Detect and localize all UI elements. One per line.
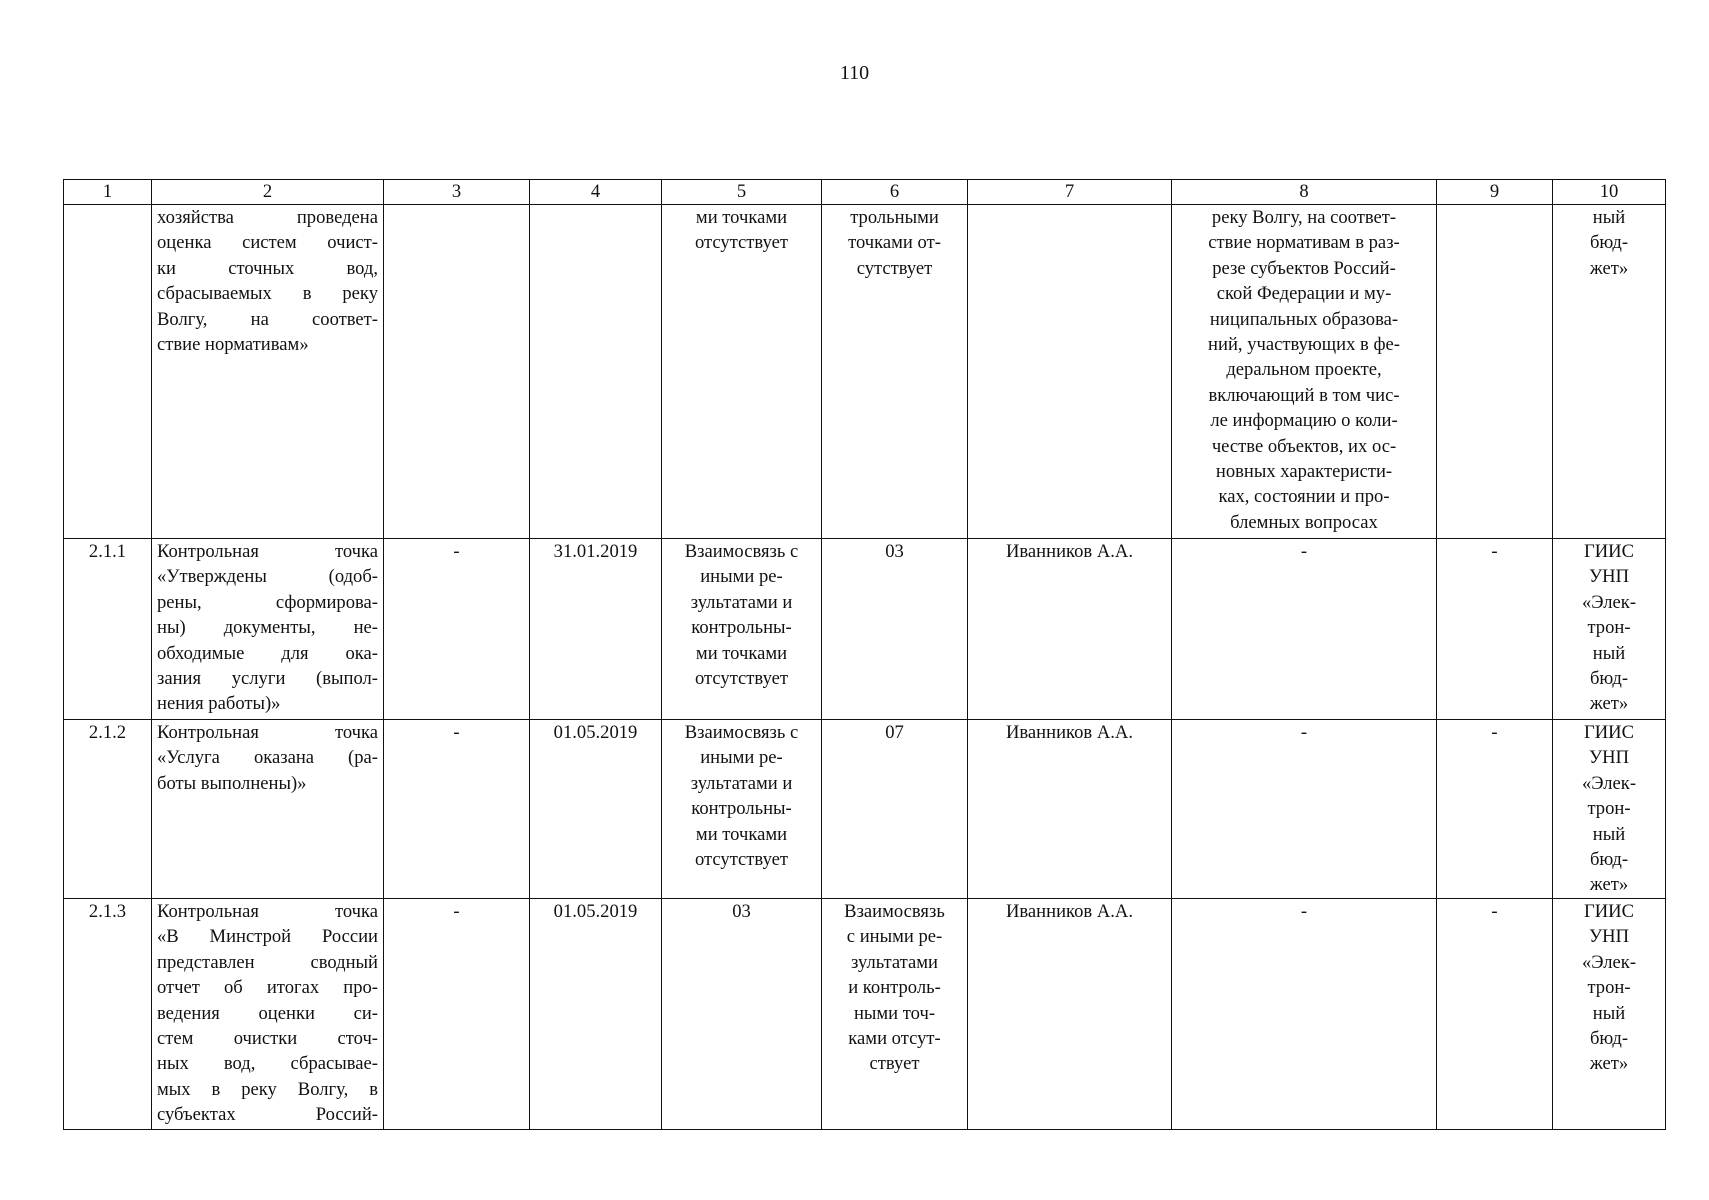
cell-description: хозяйства проведена оценка систем очист- ки сточных вод, сбрасываемых в реку Волгу, на соответ- ствие нормативам» (152, 205, 384, 539)
cell-col7 (968, 205, 1172, 539)
cell-col5: Взаимосвязь с иными ре- зультатами и контрольны- ми точками отсутствует (662, 720, 822, 899)
cell-date: 01.05.2019 (530, 899, 662, 1130)
cell-description: Контрольная точка «Утверждены (одоб- рены, сформирова- ны) документы, не- обходимые для ока- зания услуги (выпол- нения работы)» (152, 539, 384, 720)
cell-number (64, 205, 152, 539)
table-row (64, 539, 1666, 720)
cell-col10: ГИИС УНП «Элек- трон- ный бюд- жет» (1553, 539, 1666, 720)
table-row (64, 899, 1666, 1130)
cell-col4 (530, 205, 662, 539)
cell-description: Контрольная точка «Услуга оказана (ра- боты выполнены)» (152, 720, 384, 899)
column-header: 3 (384, 180, 530, 205)
cell-col6: трольными точками от- сутствует (822, 205, 968, 539)
cell-date: 01.05.2019 (530, 720, 662, 899)
header-row (64, 180, 1666, 205)
cell-col5: 03 (662, 899, 822, 1130)
page-number: 110 (839, 62, 870, 84)
table-row (64, 720, 1666, 899)
cell-responsible: Иванников А.А. (968, 720, 1172, 899)
cell-col3: - (384, 899, 530, 1130)
cell-col8: реку Волгу, на соответ- ствие нормативам в раз- резе субъектов Россий- ской Федерации и му- ниципальных образова- ний, участвующих в фе- деральном проекте, включающий в том чис- ле информацию о коли- честве объектов, их ос- новных характеристи- ках, состоянии и про- блемных вопросах (1172, 205, 1437, 539)
cell-number: 2.1.2 (64, 720, 152, 899)
column-header: 6 (822, 180, 968, 205)
cell-number: 2.1.3 (64, 899, 152, 1130)
cell-col8: - (1172, 899, 1437, 1130)
cell-col8: - (1172, 720, 1437, 899)
column-header: 8 (1172, 180, 1437, 205)
column-header: 1 (64, 180, 152, 205)
cell-col8: - (1172, 539, 1437, 720)
cell-col10: ГИИС УНП «Элек- трон- ный бюд- жет» (1553, 899, 1666, 1130)
cell-col9: - (1437, 539, 1553, 720)
cell-col5: Взаимосвязь с иными ре- зультатами и контрольны- ми точками отсутствует (662, 539, 822, 720)
cell-col10: ГИИС УНП «Элек- трон- ный бюд- жет» (1553, 720, 1666, 899)
table-row-continuation (64, 205, 1666, 539)
column-header: 10 (1553, 180, 1666, 205)
cell-col3: - (384, 539, 530, 720)
column-header: 5 (662, 180, 822, 205)
cell-col10: ный бюд- жет» (1553, 205, 1666, 539)
cell-col6: 07 (822, 720, 968, 899)
column-header: 7 (968, 180, 1172, 205)
cell-description: Контрольная точка «В Минстрой России представлен сводный отчет об итогах про- ведения оценки си- стем очистки сточ- ных вод, сбрасывае- мых в реку Волгу, в субъектах Россий- (152, 899, 384, 1130)
cell-number: 2.1.1 (64, 539, 152, 720)
cell-col3 (384, 205, 530, 539)
cell-responsible: Иванников А.А. (968, 899, 1172, 1130)
cell-col5: ми точками отсутствует (662, 205, 822, 539)
cell-col6: 03 (822, 539, 968, 720)
cell-responsible: Иванников А.А. (968, 539, 1172, 720)
cell-col9 (1437, 205, 1553, 539)
plan-table (63, 179, 1666, 1130)
column-header: 2 (152, 180, 384, 205)
cell-col3: - (384, 720, 530, 899)
column-header: 4 (530, 180, 662, 205)
cell-date: 31.01.2019 (530, 539, 662, 720)
cell-col9: - (1437, 899, 1553, 1130)
column-header: 9 (1437, 180, 1553, 205)
cell-col6: Взаимосвязь с иными ре- зультатами и контроль- ными точ- ками отсут- ствует (822, 899, 968, 1130)
cell-col9: - (1437, 720, 1553, 899)
